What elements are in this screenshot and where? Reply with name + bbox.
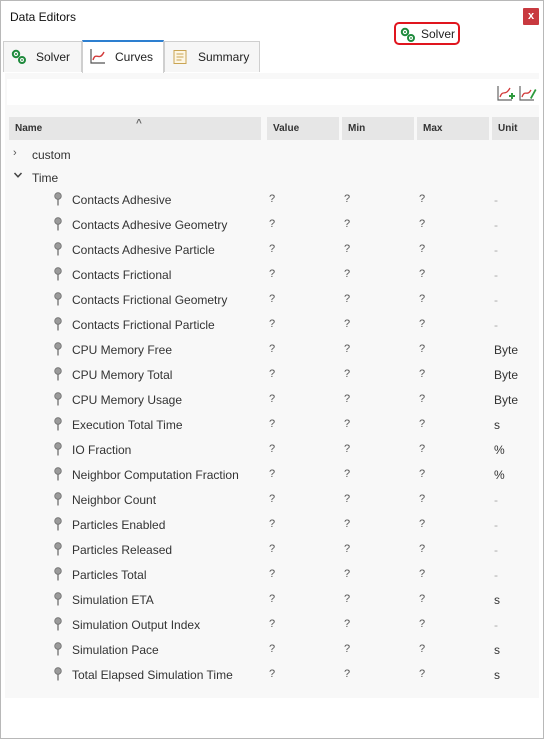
row-min: ? [344,268,351,280]
row-max: ? [419,668,426,680]
row-max: ? [419,418,426,430]
close-button[interactable]: x [523,8,539,25]
row-max: ? [419,393,426,405]
table-row[interactable] [5,589,539,611]
row-name: IO Fraction [72,443,132,457]
row-min: ? [344,393,351,405]
row-unit: s [494,418,500,432]
row-unit: s [494,668,500,682]
group-time[interactable] [5,169,535,187]
group-custom[interactable] [5,146,535,164]
pin-icon [53,642,63,659]
row-value: ? [269,393,276,405]
table-row[interactable] [5,389,539,411]
row-min: ? [344,368,351,380]
table-row[interactable] [5,289,539,311]
pin-icon [53,592,63,609]
column-header-value[interactable]: Value [267,117,339,140]
row-max: ? [419,443,426,455]
tab-summary[interactable] [164,41,260,72]
row-max: ? [419,268,426,280]
table-row[interactable] [5,489,539,511]
table-row[interactable] [5,539,539,561]
sort-ascending-icon: ^ [136,118,142,129]
row-value: ? [269,593,276,605]
row-max: ? [419,543,426,555]
row-unit: Byte [494,393,519,407]
row-unit: - [494,318,498,332]
column-header-name[interactable] [9,117,261,140]
row-max: ? [419,318,426,330]
row-name: Contacts Adhesive Particle [72,243,215,257]
row-name: Simulation Output Index [72,618,201,632]
row-unit: % [494,468,505,482]
row-value: ? [269,418,276,430]
pin-icon [53,492,63,509]
column-header-max[interactable]: Max [417,117,489,140]
row-value: ? [269,218,276,230]
table-row[interactable] [5,314,539,336]
row-min: ? [344,593,351,605]
row-max: ? [419,368,426,380]
table-header [9,117,539,140]
row-unit: - [494,543,498,557]
table-row[interactable] [5,664,539,686]
title-bar [1,1,543,35]
row-name: Particles Total [72,568,147,582]
chevron-right-icon[interactable]: › [13,147,17,159]
pin-icon [53,292,63,309]
table-row[interactable] [5,414,539,436]
pin-icon [53,567,63,584]
row-name: Particles Released [72,543,173,557]
row-value: ? [269,518,276,530]
row-min: ? [344,643,351,655]
tab-solver-label: Solver [36,50,71,64]
table-row[interactable] [5,339,539,361]
row-unit: - [494,193,498,207]
row-unit: - [494,293,498,307]
table-row[interactable] [5,639,539,661]
table-row[interactable] [5,439,539,461]
row-name: Neighbor Computation Fraction [72,468,239,482]
row-min: ? [344,318,351,330]
row-min: ? [344,518,351,530]
row-name: CPU Memory Free [72,343,173,357]
pin-icon [53,367,63,384]
pin-icon [53,392,63,409]
row-name: Contacts Frictional Particle [72,318,215,332]
row-value: ? [269,293,276,305]
row-name: Execution Total Time [72,418,183,432]
table-row[interactable] [5,464,539,486]
row-value: ? [269,368,276,380]
pin-icon [53,417,63,434]
curves-toolbar [7,79,539,105]
pin-icon [53,242,63,259]
row-name: Contacts Frictional [72,268,172,282]
row-max: ? [419,343,426,355]
row-value: ? [269,193,276,205]
row-unit: s [494,643,500,657]
table-row[interactable] [5,264,539,286]
row-max: ? [419,468,426,480]
row-value: ? [269,343,276,355]
add-curve-icon[interactable] [497,85,515,104]
row-unit: Byte [494,368,519,382]
pin-icon [53,217,63,234]
pin-icon [53,317,63,334]
table-row[interactable] [5,514,539,536]
row-min: ? [344,243,351,255]
pin-icon [53,467,63,484]
row-name: Total Elapsed Simulation Time [72,668,233,682]
row-min: ? [344,618,351,630]
row-max: ? [419,643,426,655]
row-unit: - [494,493,498,507]
row-name: CPU Memory Usage [72,393,183,407]
chevron-down-icon[interactable] [13,170,23,183]
row-min: ? [344,568,351,580]
table-row[interactable] [5,214,539,236]
pin-icon [53,342,63,359]
pin-icon [53,442,63,459]
row-unit: % [494,443,505,457]
pin-icon [53,517,63,534]
row-unit: - [494,518,498,532]
row-unit: - [494,268,498,282]
row-name: Neighbor Count [72,493,157,507]
row-unit: s [494,593,500,607]
pin-icon [53,267,63,284]
column-header-unit[interactable]: Unit [492,117,539,140]
row-value: ? [269,668,276,680]
pin-icon [53,192,63,209]
row-max: ? [419,193,426,205]
row-min: ? [344,668,351,680]
row-max: ? [419,593,426,605]
column-name-label: Name [15,123,43,134]
solver-button-label: Solver [421,27,456,41]
row-min: ? [344,543,351,555]
row-value: ? [269,268,276,280]
tab-curves[interactable] [82,40,164,73]
row-name: Simulation Pace [72,643,159,657]
row-max: ? [419,568,426,580]
row-name: CPU Memory Total [72,368,173,382]
table-row[interactable] [5,189,539,211]
gears-icon [11,49,27,68]
row-unit: - [494,568,498,582]
row-value: ? [269,568,276,580]
pin-icon [53,617,63,634]
row-min: ? [344,293,351,305]
row-value: ? [269,643,276,655]
row-value: ? [269,243,276,255]
table-row[interactable] [5,564,539,586]
row-name: Contacts Adhesive Geometry [72,218,228,232]
row-min: ? [344,418,351,430]
row-unit: - [494,243,498,257]
row-max: ? [419,493,426,505]
pin-icon [53,667,63,684]
group-label: custom [32,148,71,162]
pin-icon [53,542,63,559]
row-max: ? [419,243,426,255]
row-name: Particles Enabled [72,518,166,532]
row-max: ? [419,293,426,305]
edit-curve-icon[interactable] [519,85,537,104]
row-name: Contacts Adhesive [72,193,172,207]
row-value: ? [269,318,276,330]
row-min: ? [344,468,351,480]
row-min: ? [344,493,351,505]
table-row[interactable] [5,614,539,636]
tab-bar [3,41,541,73]
row-min: ? [344,193,351,205]
row-value: ? [269,468,276,480]
row-unit: Byte [494,343,519,357]
tab-solver[interactable] [3,41,82,72]
row-unit: - [494,218,498,232]
row-name: Simulation ETA [72,593,154,607]
row-value: ? [269,543,276,555]
table-row[interactable] [5,239,539,261]
row-unit: - [494,618,498,632]
row-name: Contacts Frictional Geometry [72,293,228,307]
document-icon [172,49,188,68]
row-value: ? [269,493,276,505]
window-title: Data Editors [10,10,77,24]
row-min: ? [344,343,351,355]
curve-chart-icon [90,48,106,67]
row-min: ? [344,443,351,455]
column-header-min[interactable]: Min [342,117,414,140]
row-value: ? [269,618,276,630]
group-label: Time [32,171,59,185]
row-min: ? [344,218,351,230]
tab-summary-label: Summary [198,50,250,64]
row-value: ? [269,443,276,455]
row-max: ? [419,518,426,530]
row-max: ? [419,218,426,230]
row-max: ? [419,618,426,630]
curves-panel [5,73,539,698]
tab-curves-label: Curves [115,50,154,64]
table-row[interactable] [5,364,539,386]
